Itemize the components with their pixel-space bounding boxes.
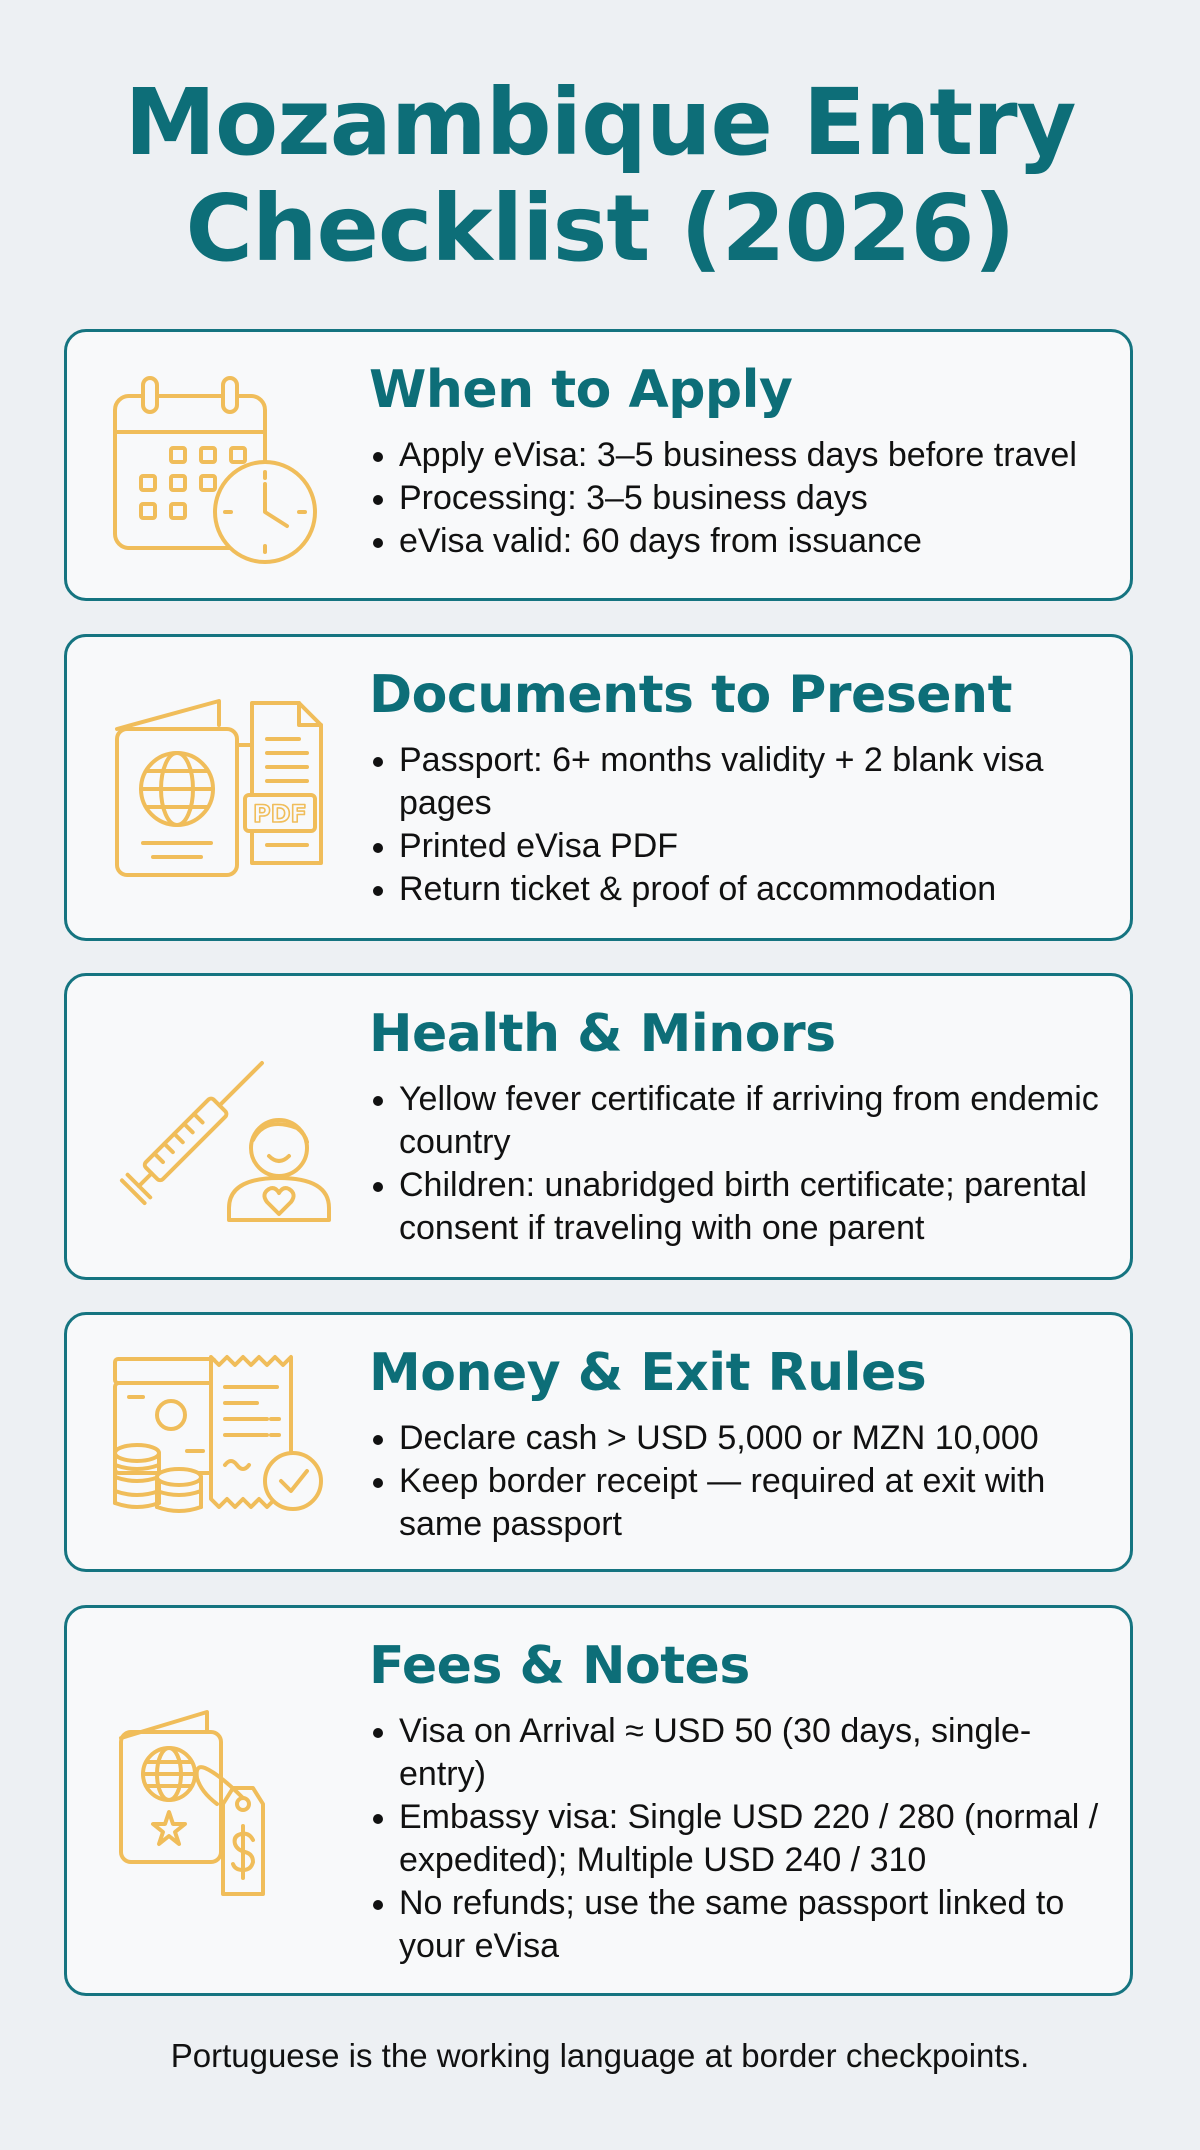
list-item: Passport: 6+ months validity + 2 blank visa pages [369, 739, 1109, 825]
section-item-list [369, 739, 1109, 911]
list-item: Apply eVisa: 3–5 business days before travel [369, 434, 1109, 477]
section-heading: When to Apply [369, 360, 793, 420]
section-health-and-minors [64, 973, 1133, 1280]
section-item-list [369, 434, 1109, 563]
section-fees-and-notes [64, 1605, 1133, 1996]
section-item-list [369, 1710, 1109, 1968]
list-item: No refunds; use the same passport linked to your eVisa [369, 1882, 1109, 1968]
list-item: Return ticket & proof of accommodation [369, 868, 1109, 911]
passport-pdf-icon [107, 695, 337, 885]
section-heading: Fees & Notes [369, 1636, 750, 1696]
list-item: Printed eVisa PDF [369, 825, 1109, 868]
list-item: Declare cash > USD 5,000 or MZN 10,000 [369, 1417, 1109, 1460]
list-item: Embassy visa: Single USD 220 / 280 (normal / expedited); Multiple USD 240 / 310 [369, 1796, 1109, 1882]
page-title-line-1: Mozambique Entry [124, 69, 1076, 176]
footer-note: Portuguese is the working language at border checkpoints. [170, 2037, 1030, 2074]
section-heading: Health & Minors [369, 1004, 836, 1064]
list-item: Keep border receipt — required at exit with same passport [369, 1460, 1109, 1546]
cash-receipt-icon [107, 1353, 337, 1523]
list-item: Visa on Arrival ≈ USD 50 (30 days, single-entry) [369, 1710, 1109, 1796]
section-money-and-exit-rules [64, 1312, 1133, 1572]
section-documents-to-present [64, 634, 1133, 941]
list-item: Children: unabridged birth certificate; parental consent if traveling with one parent [369, 1164, 1109, 1250]
page-title-line-2: Checklist (2026) [185, 175, 1015, 282]
section-heading: Money & Exit Rules [369, 1343, 927, 1403]
list-item: eVisa valid: 60 days from issuance [369, 520, 1109, 563]
section-item-list [369, 1078, 1109, 1250]
section-item-list [369, 1417, 1109, 1546]
section-when-to-apply [64, 329, 1133, 601]
section-heading: Documents to Present [369, 665, 1012, 725]
syringe-child-icon [107, 1028, 337, 1228]
pdf-label: PDF [253, 800, 307, 828]
list-item: Processing: 3–5 business days [369, 477, 1109, 520]
passport-price-tag-icon [107, 1708, 337, 1908]
list-item: Yellow fever certificate if arriving from endemic country [369, 1078, 1109, 1164]
calendar-clock-icon [107, 366, 337, 566]
page-title [0, 70, 1200, 282]
